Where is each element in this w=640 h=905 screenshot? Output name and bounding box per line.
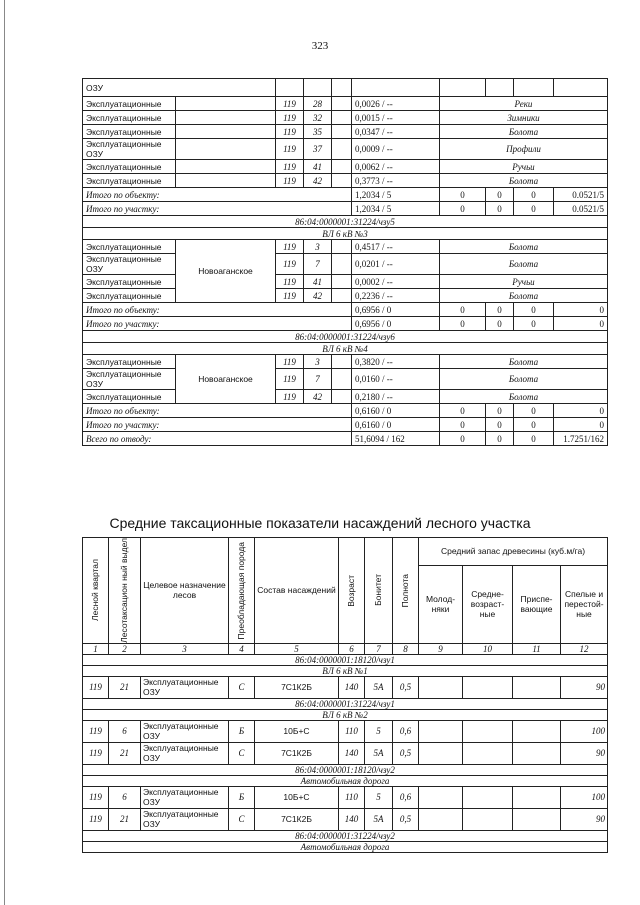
total-row bbox=[83, 188, 608, 202]
stock-young-cell bbox=[419, 742, 463, 764]
section-cell: 42 bbox=[304, 390, 332, 404]
section-row bbox=[83, 331, 608, 343]
category-cell: Болота bbox=[440, 174, 608, 188]
column-number: 3 bbox=[141, 643, 229, 654]
purpose-cell: Эксплуатационные bbox=[83, 160, 176, 174]
area-cell: 0,3820 / -- bbox=[352, 355, 440, 369]
section-cell: 21 bbox=[109, 676, 141, 698]
purpose-cell: Эксплуатационные ОЗУ bbox=[141, 720, 229, 742]
total-value: 0 bbox=[554, 317, 608, 331]
quarter-cell: 119 bbox=[83, 742, 109, 764]
purpose-cell: Эксплуатационные bbox=[83, 355, 176, 369]
purpose-cell: Эксплуатационные ОЗУ bbox=[141, 786, 229, 808]
section-label: 86:04:0000001:31224/чзу5 bbox=[83, 216, 608, 228]
area-cell: 0,0160 / -- bbox=[352, 369, 440, 390]
category-cell: Ручьи bbox=[440, 160, 608, 174]
total-row bbox=[83, 303, 608, 317]
section-cell: 35 bbox=[304, 125, 332, 139]
section-cell: 21 bbox=[109, 742, 141, 764]
quarter-cell: 119 bbox=[276, 139, 304, 160]
category-cell: Болота bbox=[440, 355, 608, 369]
stock-mature-cell: 90 bbox=[561, 808, 608, 830]
purpose-cell: Эксплуатационные ОЗУ bbox=[141, 676, 229, 698]
table-row bbox=[83, 275, 608, 289]
stock-mature-cell: 90 bbox=[561, 742, 608, 764]
section-cell: 37 bbox=[304, 139, 332, 160]
empty-cell bbox=[332, 355, 352, 369]
stock-maturing-cell bbox=[513, 676, 561, 698]
stock-maturing-cell bbox=[513, 808, 561, 830]
header-row bbox=[83, 538, 608, 566]
total-value: 0 bbox=[440, 418, 486, 432]
total-value: 0 bbox=[440, 404, 486, 418]
area-cell: 0,0002 / -- bbox=[352, 275, 440, 289]
header-purpose: Целевое назначение лесов bbox=[141, 538, 229, 644]
table-row bbox=[83, 240, 608, 254]
density-cell: 0,5 bbox=[393, 808, 419, 830]
table-row bbox=[83, 174, 608, 188]
total-value: 0 bbox=[514, 432, 554, 446]
table-row bbox=[83, 355, 608, 369]
quarter-cell: 119 bbox=[276, 289, 304, 303]
species-cell: С bbox=[229, 808, 255, 830]
section-cell: 7 bbox=[304, 369, 332, 390]
empty-cell bbox=[332, 254, 352, 275]
total-value: 0 bbox=[440, 317, 486, 331]
section-label: ВЛ 6 кВ №2 bbox=[83, 709, 608, 720]
table-row bbox=[83, 742, 608, 764]
age-cell: 110 bbox=[339, 786, 365, 808]
empty-cell bbox=[332, 97, 352, 111]
category-cell: Профили bbox=[440, 139, 608, 160]
quarter-cell: 119 bbox=[276, 390, 304, 404]
area-cell: 0,3773 / -- bbox=[352, 174, 440, 188]
purpose-cell: ОЗУ bbox=[83, 79, 276, 97]
header-stock-young: Молод- няки bbox=[419, 565, 463, 643]
empty-cell bbox=[332, 275, 352, 289]
category-cell: Болота bbox=[440, 289, 608, 303]
section-cell: 32 bbox=[304, 111, 332, 125]
density-cell: 0,6 bbox=[393, 720, 419, 742]
purpose-cell: Эксплуатационные ОЗУ bbox=[83, 254, 176, 275]
section-cell: 6 bbox=[109, 786, 141, 808]
section-row bbox=[83, 830, 608, 841]
category-cell: Болота bbox=[440, 240, 608, 254]
quarter-cell: 119 bbox=[276, 254, 304, 275]
total-value: 0 bbox=[440, 202, 486, 216]
total-value: 0 bbox=[486, 418, 514, 432]
category-cell: Болота bbox=[440, 390, 608, 404]
total-value: 0 bbox=[514, 303, 554, 317]
species-cell: С bbox=[229, 742, 255, 764]
table-row bbox=[83, 125, 608, 139]
quarter-cell: 119 bbox=[276, 125, 304, 139]
section-cell: 3 bbox=[304, 240, 332, 254]
stock-maturing-cell bbox=[513, 720, 561, 742]
total-area: 0,6956 / 0 bbox=[352, 317, 440, 331]
table-row bbox=[83, 369, 608, 390]
table-row bbox=[83, 139, 608, 160]
stock-mature-cell: 100 bbox=[561, 786, 608, 808]
taxation-table bbox=[82, 537, 608, 853]
category-cell: Болота bbox=[440, 369, 608, 390]
stock-middle-cell bbox=[463, 676, 513, 698]
empty-cell bbox=[332, 125, 352, 139]
section-row bbox=[83, 654, 608, 665]
empty-cell bbox=[332, 390, 352, 404]
section-row bbox=[83, 216, 608, 228]
area-cell: 0,2180 / -- bbox=[352, 390, 440, 404]
area-cell: 0,0347 / -- bbox=[352, 125, 440, 139]
section-label: ВЛ 6 кВ №1 bbox=[83, 665, 608, 676]
total-label: Всего по отводу: bbox=[83, 432, 352, 446]
section-label: ВЛ 6 кВ №3 bbox=[83, 228, 608, 240]
total-area: 51,6094 / 162 bbox=[352, 432, 440, 446]
stock-mature-cell: 90 bbox=[561, 676, 608, 698]
total-value: 0 bbox=[486, 303, 514, 317]
total-label: Итого по участку: bbox=[83, 317, 352, 331]
column-number: 7 bbox=[365, 643, 393, 654]
section-row bbox=[83, 709, 608, 720]
section-cell: 41 bbox=[304, 160, 332, 174]
column-number: 10 bbox=[463, 643, 513, 654]
total-value: 0 bbox=[514, 404, 554, 418]
category-cell: Болота bbox=[440, 254, 608, 275]
age-cell: 110 bbox=[339, 720, 365, 742]
empty-cell bbox=[352, 79, 440, 97]
forestry-cell bbox=[176, 97, 276, 111]
section-label: Автомобильная дорога bbox=[83, 775, 608, 786]
total-value: 0 bbox=[554, 404, 608, 418]
empty-cell bbox=[332, 289, 352, 303]
quarter-cell: 119 bbox=[276, 160, 304, 174]
total-label: Итого по участку: bbox=[83, 202, 352, 216]
purpose-cell: Эксплуатационные bbox=[83, 240, 176, 254]
area-cell: 0,0201 / -- bbox=[352, 254, 440, 275]
header-stock-middle: Средне- возраст- ные bbox=[463, 565, 513, 643]
purpose-cell: Эксплуатационные bbox=[83, 125, 176, 139]
total-value: 0.0521/5 bbox=[554, 202, 608, 216]
quarter-cell: 119 bbox=[276, 275, 304, 289]
quarter-cell: 119 bbox=[276, 111, 304, 125]
column-number: 6 bbox=[339, 643, 365, 654]
total-value: 0 bbox=[486, 188, 514, 202]
density-cell: 0,5 bbox=[393, 742, 419, 764]
density-cell: 0,5 bbox=[393, 676, 419, 698]
category-cell: Болота bbox=[440, 125, 608, 139]
scan-edge-line bbox=[4, 0, 5, 905]
category-cell: Зимники bbox=[440, 111, 608, 125]
empty-cell bbox=[304, 79, 332, 97]
section-label: 86:04:0000001:31224/чзу6 bbox=[83, 331, 608, 343]
composition-cell: 7С1К2Б bbox=[255, 808, 339, 830]
total-area: 1,2034 / 5 bbox=[352, 188, 440, 202]
purpose-cell: Эксплуатационные bbox=[83, 289, 176, 303]
purpose-cell: Эксплуатационные bbox=[83, 275, 176, 289]
section-cell: 21 bbox=[109, 808, 141, 830]
table-row bbox=[83, 676, 608, 698]
section-cell: 42 bbox=[304, 289, 332, 303]
total-value: 0 bbox=[440, 188, 486, 202]
table-row bbox=[83, 720, 608, 742]
table-row bbox=[83, 111, 608, 125]
header-stock-maturing: Приспе- вающие bbox=[513, 565, 561, 643]
section-label: 86:04:0000001:31224/чзу2 bbox=[83, 830, 608, 841]
section-row bbox=[83, 343, 608, 355]
total-value: 0 bbox=[514, 202, 554, 216]
total-value: 0 bbox=[440, 303, 486, 317]
total-row bbox=[83, 404, 608, 418]
empty-cell bbox=[486, 79, 514, 97]
purpose-cell: Эксплуатационные ОЗУ bbox=[141, 808, 229, 830]
forestry-cell bbox=[176, 125, 276, 139]
purpose-cell: Эксплуатационные ОЗУ bbox=[83, 139, 176, 160]
total-area: 0,6956 / 0 bbox=[352, 303, 440, 317]
total-value: 0 bbox=[486, 202, 514, 216]
total-value: 0 bbox=[514, 418, 554, 432]
area-cell: 0,0009 / -- bbox=[352, 139, 440, 160]
total-value: 0 bbox=[440, 432, 486, 446]
total-row bbox=[83, 317, 608, 331]
empty-cell bbox=[332, 160, 352, 174]
age-cell: 140 bbox=[339, 676, 365, 698]
table-row bbox=[83, 786, 608, 808]
section-cell: 7 bbox=[304, 254, 332, 275]
composition-cell: 10Б+С bbox=[255, 720, 339, 742]
stock-middle-cell bbox=[463, 720, 513, 742]
column-number: 5 bbox=[255, 643, 339, 654]
total-row bbox=[83, 432, 608, 446]
stock-maturing-cell bbox=[513, 742, 561, 764]
purpose-cell: Эксплуатационные ОЗУ bbox=[83, 369, 176, 390]
column-number: 12 bbox=[561, 643, 608, 654]
area-cell: 0,4517 / -- bbox=[352, 240, 440, 254]
bonitet-cell: 5А bbox=[365, 676, 393, 698]
column-number: 4 bbox=[229, 643, 255, 654]
stock-maturing-cell bbox=[513, 786, 561, 808]
area-cell: 0,0015 / -- bbox=[352, 111, 440, 125]
page-number: 323 bbox=[311, 40, 329, 52]
section-row bbox=[83, 228, 608, 240]
empty-cell bbox=[276, 79, 304, 97]
section-cell: 41 bbox=[304, 275, 332, 289]
composition-cell: 10Б+С bbox=[255, 786, 339, 808]
area-cell: 0,0026 / -- bbox=[352, 97, 440, 111]
section-label: Автомобильная дорога bbox=[83, 841, 608, 852]
section-cell: 6 bbox=[109, 720, 141, 742]
stock-middle-cell bbox=[463, 742, 513, 764]
header-stock: Средний запас древесины (куб.м/га) bbox=[419, 538, 608, 566]
area-cell: 0,0062 / -- bbox=[352, 160, 440, 174]
total-label: Итого по объекту: bbox=[83, 188, 352, 202]
column-number: 2 bbox=[109, 643, 141, 654]
section-cell: 3 bbox=[304, 355, 332, 369]
section-label: 86:04:0000001:31224/чзу1 bbox=[83, 698, 608, 709]
total-value: 0 bbox=[554, 303, 608, 317]
header-forest-quarter: Лесной квартал bbox=[83, 538, 109, 644]
total-row bbox=[83, 418, 608, 432]
section-label: 86:04:0000001:18120/чзу1 bbox=[83, 654, 608, 665]
table-row bbox=[83, 289, 608, 303]
total-value: 0 bbox=[514, 188, 554, 202]
forestry-cell bbox=[176, 111, 276, 125]
table-row bbox=[83, 97, 608, 111]
species-cell: Б bbox=[229, 786, 255, 808]
header-forest-section: Лесотаксацион ный выдел bbox=[109, 538, 141, 644]
total-value: 1.7251/162 bbox=[554, 432, 608, 446]
table-row bbox=[83, 808, 608, 830]
total-label: Итого по объекту: bbox=[83, 303, 352, 317]
total-value: 0 bbox=[486, 317, 514, 331]
section-cell: 42 bbox=[304, 174, 332, 188]
total-area: 0,6160 / 0 bbox=[352, 418, 440, 432]
section-title: Средние таксационные показатели насаждений лесного участка bbox=[109, 515, 531, 531]
empty-cell bbox=[514, 79, 554, 97]
empty-cell bbox=[554, 79, 608, 97]
column-number: 11 bbox=[513, 643, 561, 654]
total-area: 0,6160 / 0 bbox=[352, 404, 440, 418]
column-number-row bbox=[83, 643, 608, 654]
composition-cell: 7С1К2Б bbox=[255, 676, 339, 698]
stock-mature-cell: 100 bbox=[561, 720, 608, 742]
table-row bbox=[83, 79, 608, 97]
stock-young-cell bbox=[419, 720, 463, 742]
quarter-cell: 119 bbox=[276, 240, 304, 254]
purpose-cell: Эксплуатационные ОЗУ bbox=[141, 742, 229, 764]
section-row bbox=[83, 775, 608, 786]
purpose-cell: Эксплуатационные bbox=[83, 174, 176, 188]
bonitet-cell: 5А bbox=[365, 742, 393, 764]
quarter-cell: 119 bbox=[276, 97, 304, 111]
composition-cell: 7С1К2Б bbox=[255, 742, 339, 764]
category-cell: Реки bbox=[440, 97, 608, 111]
empty-cell bbox=[332, 111, 352, 125]
quarter-cell: 119 bbox=[276, 355, 304, 369]
header-bonitet: Бонитет bbox=[365, 538, 393, 644]
quarter-cell: 119 bbox=[83, 720, 109, 742]
header-stock-mature: Спелые и перестой- ные bbox=[561, 565, 608, 643]
quarter-cell: 119 bbox=[83, 786, 109, 808]
quarter-cell: 119 bbox=[276, 369, 304, 390]
stock-young-cell bbox=[419, 808, 463, 830]
empty-cell bbox=[440, 79, 486, 97]
bonitet-cell: 5А bbox=[365, 808, 393, 830]
section-cell: 28 bbox=[304, 97, 332, 111]
section-row bbox=[83, 764, 608, 775]
empty-cell bbox=[332, 79, 352, 97]
stock-middle-cell bbox=[463, 808, 513, 830]
total-row bbox=[83, 202, 608, 216]
column-number: 9 bbox=[419, 643, 463, 654]
table-row bbox=[83, 390, 608, 404]
forest-plot-table bbox=[82, 78, 608, 446]
table-row bbox=[83, 254, 608, 275]
purpose-cell: Эксплуатационные bbox=[83, 390, 176, 404]
column-number: 1 bbox=[83, 643, 109, 654]
quarter-cell: 119 bbox=[83, 676, 109, 698]
empty-cell bbox=[332, 369, 352, 390]
total-value: 0 bbox=[486, 432, 514, 446]
total-value: 0 bbox=[554, 418, 608, 432]
total-label: Итого по участку: bbox=[83, 418, 352, 432]
section-row bbox=[83, 698, 608, 709]
section-label: ВЛ 6 кВ №4 bbox=[83, 343, 608, 355]
bonitet-cell: 5 bbox=[365, 720, 393, 742]
total-value: 0 bbox=[486, 404, 514, 418]
age-cell: 140 bbox=[339, 808, 365, 830]
quarter-cell: 119 bbox=[83, 808, 109, 830]
forestry-cell: Новоаганское bbox=[176, 355, 276, 404]
forestry-cell bbox=[176, 139, 276, 160]
stock-young-cell bbox=[419, 786, 463, 808]
species-cell: С bbox=[229, 676, 255, 698]
species-cell: Б bbox=[229, 720, 255, 742]
total-value: 0 bbox=[514, 317, 554, 331]
column-number: 8 bbox=[393, 643, 419, 654]
header-composition: Состав насаждений bbox=[255, 538, 339, 644]
forestry-cell bbox=[176, 160, 276, 174]
age-cell: 140 bbox=[339, 742, 365, 764]
stock-young-cell bbox=[419, 676, 463, 698]
bonitet-cell: 5 bbox=[365, 786, 393, 808]
total-label: Итого по объекту: bbox=[83, 404, 352, 418]
table-row bbox=[83, 160, 608, 174]
section-label: 86:04:0000001:18120/чзу2 bbox=[83, 764, 608, 775]
header-density: Полнота bbox=[393, 538, 419, 644]
forestry-cell: Новоаганское bbox=[176, 240, 276, 303]
section-row bbox=[83, 665, 608, 676]
purpose-cell: Эксплуатационные bbox=[83, 111, 176, 125]
empty-cell bbox=[332, 139, 352, 160]
density-cell: 0,6 bbox=[393, 786, 419, 808]
header-dominant-species: Преобладающая порода bbox=[229, 538, 255, 644]
empty-cell bbox=[332, 174, 352, 188]
total-value: 0.0521/5 bbox=[554, 188, 608, 202]
total-area: 1,2034 / 5 bbox=[352, 202, 440, 216]
category-cell: Ручьи bbox=[440, 275, 608, 289]
purpose-cell: Эксплуатационные bbox=[83, 97, 176, 111]
quarter-cell: 119 bbox=[276, 174, 304, 188]
empty-cell bbox=[332, 240, 352, 254]
stock-middle-cell bbox=[463, 786, 513, 808]
header-age: Возраст bbox=[339, 538, 365, 644]
forestry-cell bbox=[176, 174, 276, 188]
area-cell: 0,2236 / -- bbox=[352, 289, 440, 303]
section-row bbox=[83, 841, 608, 852]
